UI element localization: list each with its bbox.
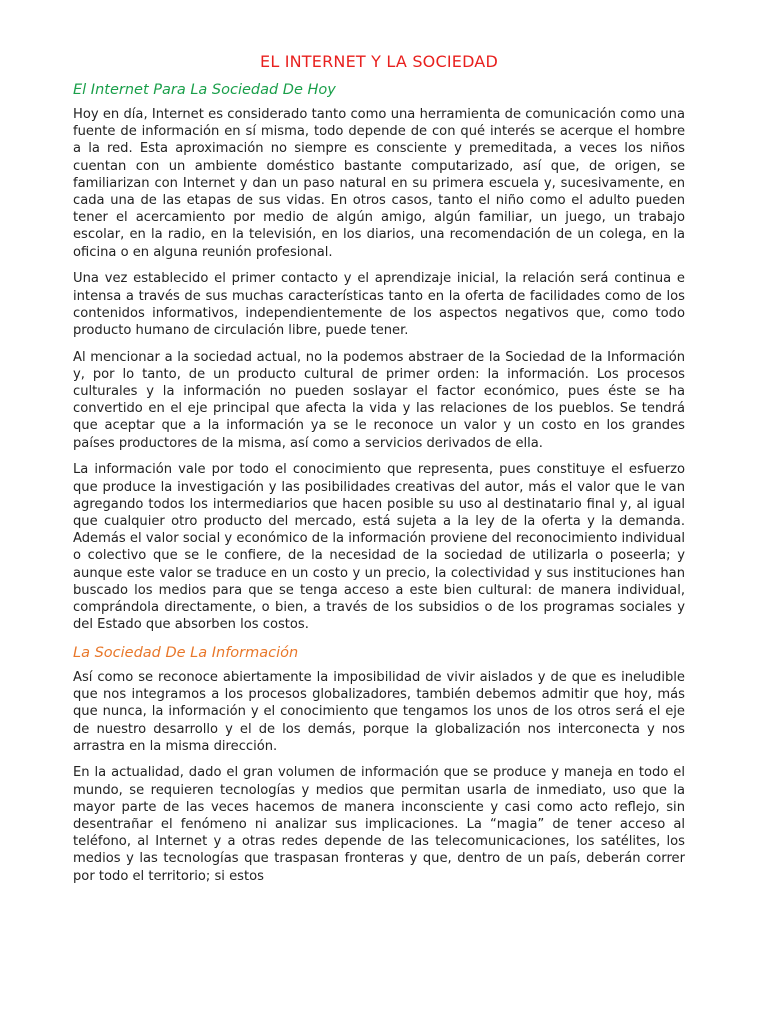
paragraph: La información vale por todo el conocimiento que representa, pues constituye el esfuerzo que produce la investigación y las posibilidades creativas del autor, más el valor que le van agregando todos los intermediarios que hacen posible su uso al destinatario final y, al igual que cualquier otro producto del mercado, está sujeta a la ley de la oferta y la demanda. Además el valor social y económico de la información proviene del reconocimiento individual o colectivo que se le confiere, de la necesidad de la sociedad de utilizarla o poseerla; y aunque este valor se traduce en un costo y un precio, la colectividad y sus instituciones han buscado los medios para que se tenga acceso a este bien cultural: de manera individual, comprándola directamente, o bien, a través de los subsidios o de los programas sociales y del Estado que absorben los costos. xyxy=(73,462,685,633)
paragraph: Hoy en día, Internet es considerado tanto como una herramienta de comunicación como una fuente de información en sí misma, todo depende de con qué interés se acerque el hombre a la red. Esta aproximación no siempre es consciente y premeditada, a veces los niños cuentan con un ambiente doméstico bastante computarizado, así que, de origen, se familiarizan con Internet y dan un paso natural en su primera escuela y, sucesivamente, en cada una de las etapas de sus vidas. En otros casos, tanto el niño como el adulto pueden tener el acercamiento por medio de algún amigo, algún familiar, un juego, un trabajo escolar, en la radio, en la televisión, en los diarios, una recomendación de un colega, en la oficina o en alguna reunión profesional. xyxy=(73,107,685,260)
paragraph: Una vez establecido el primer contacto y el aprendizaje inicial, la relación será continua e intensa a través de sus muchas características tanto en la oferta de facilidades como de los contenidos informativos, independientemente de los aspectos negativos que, como todo producto humano de circulación libre, puede tener. xyxy=(73,271,685,338)
document-body xyxy=(73,52,685,884)
section-heading-internet-sociedad: El Internet Para La Sociedad De Hoy xyxy=(73,82,336,98)
paragraph: En la actualidad, dado el gran volumen de información que se produce y maneja en todo el mundo, se requieren tecnologías y medios que permitan usarla de inmediato, uso que la mayor parte de las veces hacemos de manera inconsciente y casi como acto reflejo, sin desentrañar el fenómeno ni analizar sus implicaciones. La “magia” de tener acceso al teléfono, al Internet y a otras redes depende de las telecomunicaciones, los satélites, los medios y las tecnologías que traspasan fronteras y que, dentro de un país, deberán correr por todo el territorio; si estos xyxy=(73,765,685,884)
document-title: EL INTERNET Y LA SOCIEDAD xyxy=(260,52,498,71)
section-heading-sociedad-informacion: La Sociedad De La Información xyxy=(73,644,299,661)
paragraph: Así como se reconoce abiertamente la imposibilidad de vivir aislados y de que es ineludible que nos integramos a los procesos globalizadores, también debemos admitir que hoy, más que nunca, la información y el conocimiento que tengamos los unos de los otros será el eje de nuestro desarrollo y el de los demás, porque la globalización nos interconecta y nos arrastra en la misma dirección. xyxy=(73,669,685,754)
paragraph: Al mencionar a la sociedad actual, no la podemos abstraer de la Sociedad de la Información y, por lo tanto, de un producto cultural de primer orden: la información. Los procesos culturales y la información no pueden soslayar el factor económico, pues éste se ha convertido en el eje principal que afecta la vida y las relaciones de los pueblos. Se tendrá que aceptar que a la información ya se le reconoce un valor y un costo en los grandes países productores de la misma, así como a servicios derivados de ella. xyxy=(73,349,685,451)
